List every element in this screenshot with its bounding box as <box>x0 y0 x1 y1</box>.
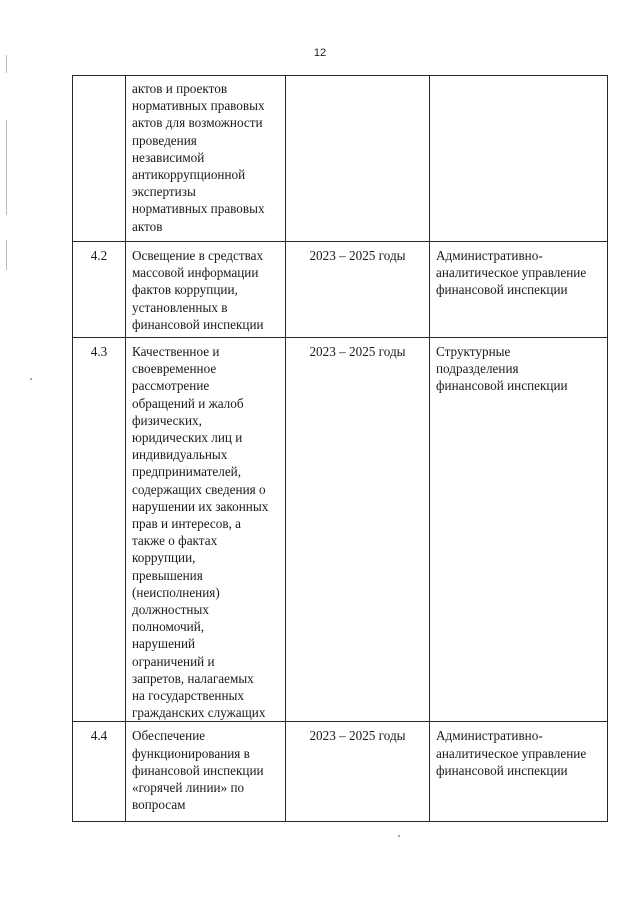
measure-text: актов и проектов нормативных правовых актов для возможности проведения независимой антикоррупционной экспертизы нормативных правовых актов <box>132 81 265 234</box>
scan-speck <box>398 835 400 837</box>
responsible-text: Административно- аналитическое управление финансовой инспекции <box>436 728 587 778</box>
period-text: 2023 – 2025 годы <box>286 242 430 338</box>
period-text: 2023 – 2025 годы <box>286 722 430 822</box>
measure-text: Обеспечение функционирования в финансовой инспекции «горячей линии» по вопросам <box>132 728 264 813</box>
measure-text: Освещение в средствах массовой информации фактов коррупции, установленных в финансовой инспекции <box>132 248 264 332</box>
measures-table <box>72 75 608 822</box>
responsible-text <box>430 76 607 81</box>
scan-speck <box>30 378 32 380</box>
period-text <box>286 76 430 242</box>
row-number: 4.4 <box>73 722 126 822</box>
responsible-text: Структурные подразделения финансовой инспекции <box>436 344 568 394</box>
measure-text: Качественное и своевременное рассмотрение обращений и жалоб физических, юридических лиц и индивидуальных предпринимателей, содержащих сведения о нарушении их законных прав и интересов, а также о фактах коррупции, превышения (неисполнения) должностных полномочий, нарушений ограничений и запретов, налагаемых на государственных гражданских служащих <box>132 344 269 721</box>
row-number <box>73 76 126 242</box>
table-row <box>73 722 608 822</box>
scan-margin-mark <box>6 120 7 215</box>
scan-margin-mark <box>6 240 7 270</box>
row-number: 4.3 <box>73 338 126 722</box>
table-row <box>73 242 608 338</box>
period-text: 2023 – 2025 годы <box>286 338 430 722</box>
table-row <box>73 76 608 242</box>
scan-margin-mark <box>6 55 7 73</box>
responsible-text: Административно- аналитическое управление финансовой инспекции <box>436 248 587 298</box>
row-number: 4.2 <box>73 242 126 338</box>
table-row <box>73 338 608 722</box>
page-number: 12 <box>313 47 327 59</box>
